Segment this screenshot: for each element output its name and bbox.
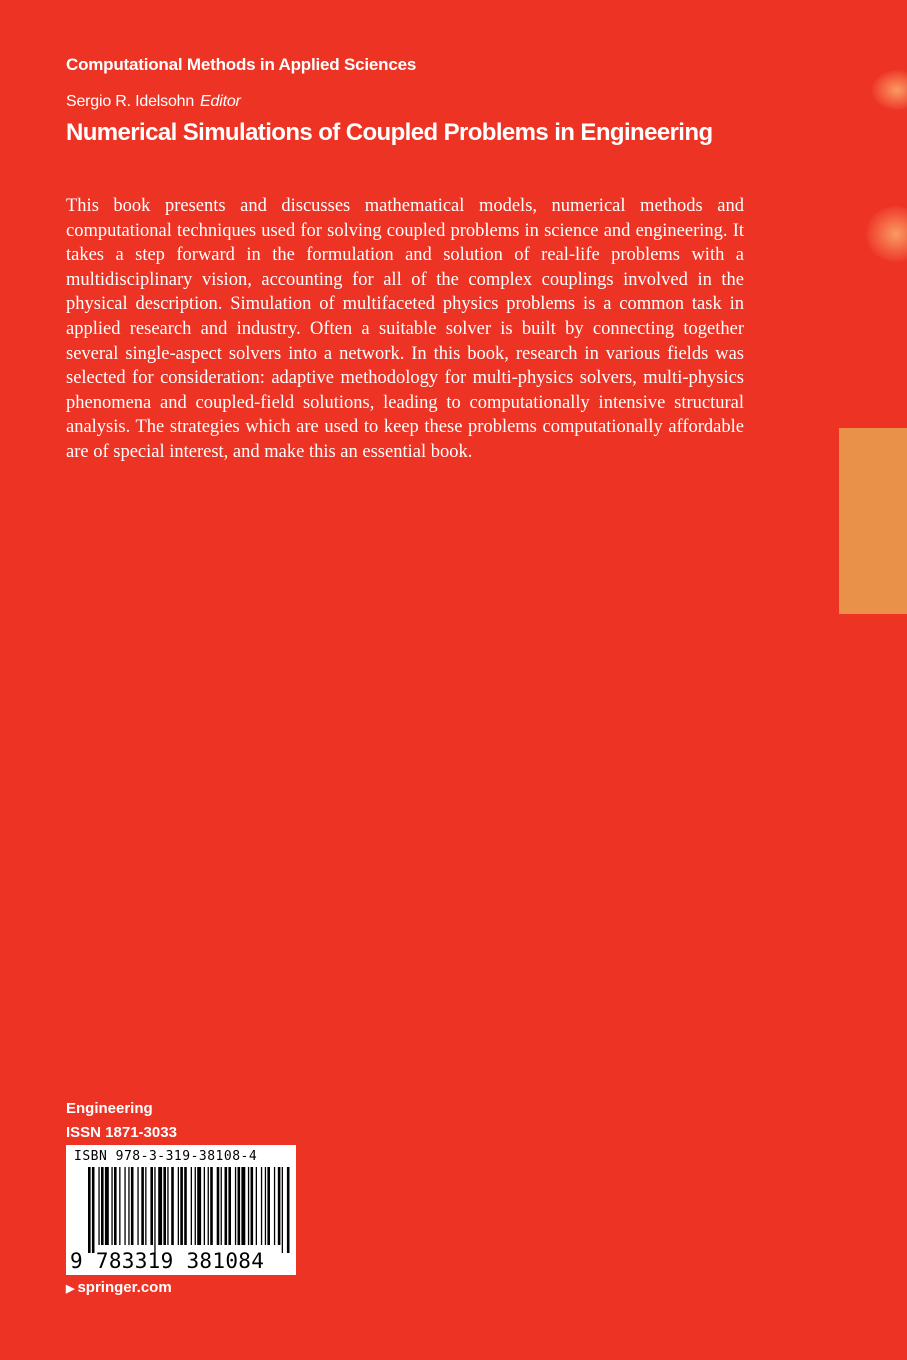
publisher-website[interactable] [66,1279,172,1296]
editor-name: Sergio R. Idelsohn [66,93,195,110]
editor-line [66,93,241,111]
issn-number: ISSN 1871-3033 [66,1124,177,1141]
series-name: Computational Methods in Applied Sciences [66,55,417,74]
play-arrow-icon: ▶ [66,1283,75,1295]
side-color-tab [839,428,907,614]
edge-glow-top [872,70,907,110]
edge-glow-middle [866,206,907,262]
isbn-label: ISBN 978-3-319-38108-4 [74,1149,258,1164]
barcode-box [66,1145,296,1275]
book-description: This book presents and discusses mathematical models, numerical methods and computational techniques used for solving coupled problems in science and engineering. It takes a step forward in the formulation and solution of real-life problems with a multidisciplinary vision, accounting for all of the complex couplings involved in the physical description. Simulation of multifaceted physics problems is a common task in applied research and industry. Often a suitable solver is built by connecting together several single-aspect solvers into a network. In this book, research in various fields was selected for consideration: adaptive methodology for multi-physics solvers, multi-physics phenomena and coupled-field solutions, leading to computationally intensive structural analysis. The strategies which are used to keep these problems computationally affordable are of special interest, and make this an essential book. [66,196,744,462]
website-text: springer.com [77,1279,172,1296]
book-title: Numerical Simulations of Coupled Problems in Engineering [66,119,713,146]
editor-role: Editor [200,93,241,110]
ean-digits: 9 783319 381084 [70,1249,265,1273]
subject-category: Engineering [66,1100,153,1117]
